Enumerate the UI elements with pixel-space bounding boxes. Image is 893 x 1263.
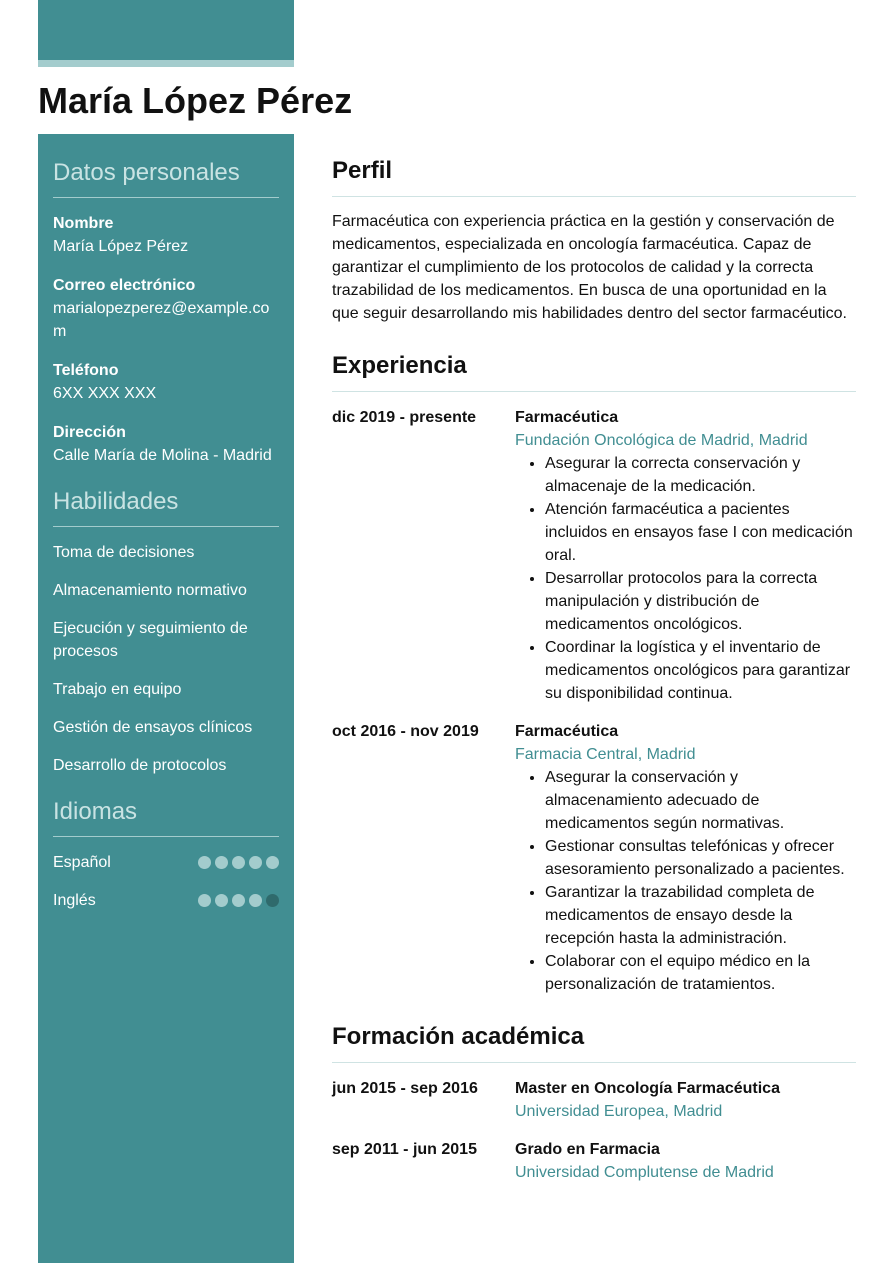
skills-heading: Habilidades (53, 487, 279, 527)
level-dot-filled (215, 894, 228, 907)
personal-label: Teléfono (53, 362, 119, 379)
entry-title: Farmacéutica (515, 723, 619, 740)
level-dot-filled (266, 856, 279, 869)
education-entry (332, 1138, 856, 1184)
level-dot-filled (215, 856, 228, 869)
personal-item-name (53, 212, 279, 258)
level-dot-filled (232, 856, 245, 869)
level-dot-filled (249, 894, 262, 907)
profile-heading: Perfil (332, 156, 856, 197)
profile-section (332, 156, 856, 325)
entry-date: oct 2016 - nov 2019 (332, 723, 479, 740)
skills-section (53, 487, 279, 777)
education-section (332, 1022, 856, 1184)
level-dot-empty (266, 894, 279, 907)
entry-title: Master en Oncología Farmacéutica (515, 1080, 780, 1097)
bullet-item: • Asegurar la correcta conservación y almacenaje de la medicación. (545, 452, 856, 498)
personal-item-phone (53, 359, 279, 405)
personal-value: María López Pérez (53, 238, 189, 255)
experience-entry (332, 406, 856, 705)
level-dot-filled (232, 894, 245, 907)
personal-item-address (53, 421, 279, 467)
personal-data-section (53, 158, 279, 467)
skill-item: Trabajo en equipo (53, 681, 182, 698)
language-row (53, 889, 279, 912)
phone-value: 6XX XXX XXX (53, 385, 157, 402)
skill-item: Desarrollo de protocolos (53, 757, 227, 774)
entry-date: sep 2011 - jun 2015 (332, 1141, 477, 1158)
personal-data-heading: Datos personales (53, 158, 279, 198)
entry-title: Grado en Farmacia (515, 1141, 660, 1158)
language-level-dots (198, 856, 279, 869)
entry-title: Farmacéutica (515, 409, 619, 426)
skill-item: Gestión de ensayos clínicos (53, 719, 253, 736)
experience-entry (332, 720, 856, 996)
education-heading: Formación académica (332, 1022, 856, 1063)
entry-body (515, 1138, 856, 1184)
personal-label: Dirección (53, 424, 126, 441)
entry-bullets (515, 452, 856, 705)
language-name: Español (53, 854, 111, 871)
entry-bullets (515, 766, 856, 996)
candidate-name: María López Pérez (38, 80, 353, 121)
personal-label: Nombre (53, 215, 114, 232)
entry-body (515, 1077, 856, 1123)
entry-date: dic 2019 - presente (332, 409, 477, 426)
bullet-item: • Coordinar la logística y el inventario de medicamentos oncológicos para garantizar su disponibilidad continua. (545, 636, 856, 705)
personal-label: Correo electrónico (53, 277, 196, 294)
header-accent-strip (38, 60, 294, 67)
skill-item: Almacenamiento normativo (53, 582, 247, 599)
email-value: marialopezperez@example.com (53, 300, 270, 340)
level-dot-filled (198, 856, 211, 869)
experience-section (332, 351, 856, 996)
skill-item: Ejecución y seguimiento de procesos (53, 620, 248, 660)
bullet-item: • Colaborar con el equipo médico en la personalización de tratamientos. (545, 950, 856, 996)
language-row (53, 851, 279, 874)
entry-body (515, 720, 856, 996)
skill-item: Toma de decisiones (53, 544, 195, 561)
entry-organization: Farmacia Central, Madrid (515, 746, 696, 763)
main-content (332, 156, 856, 1210)
level-dot-filled (249, 856, 262, 869)
entry-body (515, 406, 856, 705)
languages-heading: Idiomas (53, 797, 279, 837)
level-dot-filled (198, 894, 211, 907)
bullet-item: • Asegurar la conservación y almacenamiento adecuado de medicamentos según normativas. (545, 766, 856, 835)
bullet-item: • Atención farmacéutica a pacientes incluidos en ensayos fase I con medicación oral. (545, 498, 856, 567)
bullet-item: • Gestionar consultas telefónicas y ofrecer asesoramiento personalizado a pacientes. (545, 835, 856, 881)
header-accent-block (38, 0, 294, 60)
sidebar (38, 134, 294, 1263)
language-name: Inglés (53, 892, 96, 909)
address-value: Calle María de Molina - Madrid (53, 447, 272, 464)
entry-organization: Fundación Oncológica de Madrid, Madrid (515, 432, 808, 449)
language-level-dots (198, 894, 279, 907)
bullet-item: • Garantizar la trazabilidad completa de medicamentos de ensayo desde la recepción hasta la administración. (545, 881, 856, 950)
profile-text: Farmacéutica con experiencia práctica en la gestión y conservación de medicamentos, especializada en oncología farmacéutica. Capaz de garantizar el cumplimiento de los protocolos de calidad y la correcta trazabilidad de los medicamentos. En busca de una oportunidad en la que seguir desarrollando mis habilidades dentro del sector farmacéutico. (332, 213, 847, 322)
experience-heading: Experiencia (332, 351, 856, 392)
entry-organization: Universidad Europea, Madrid (515, 1103, 723, 1120)
personal-item-email (53, 274, 279, 343)
bullet-item: • Desarrollar protocolos para la correcta manipulación y distribución de medicamentos oncológicos. (545, 567, 856, 636)
entry-organization: Universidad Complutense de Madrid (515, 1164, 774, 1181)
education-entry (332, 1077, 856, 1123)
languages-section (53, 797, 279, 912)
entry-date: jun 2015 - sep 2016 (332, 1080, 478, 1097)
